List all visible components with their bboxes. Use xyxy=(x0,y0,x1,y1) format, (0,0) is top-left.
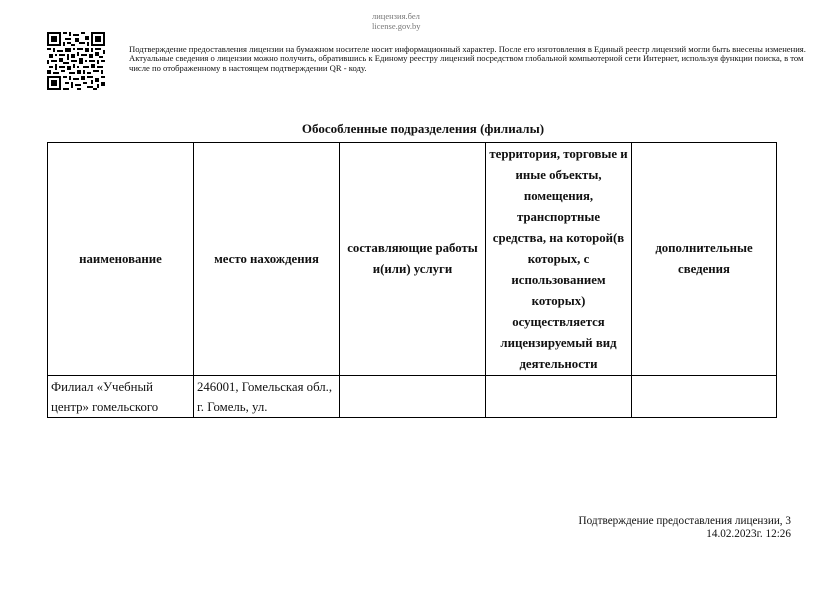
site-domain-latin: license.gov.by xyxy=(372,21,421,31)
page-footer xyxy=(579,515,791,541)
table-header-row xyxy=(48,143,777,376)
column-header-additional-info: дополнительные сведения xyxy=(632,143,777,376)
license-notice xyxy=(129,45,821,73)
cell-name: Филиал «Учебный центр» гомельского xyxy=(48,376,194,418)
site-domain-cyrillic: лицензия.бел xyxy=(372,11,420,21)
column-header-name: наименование xyxy=(48,143,194,376)
table-row xyxy=(48,376,777,418)
cell-additional-info xyxy=(632,376,777,418)
column-header-services: составляющие работы и(или) услуги xyxy=(340,143,486,376)
column-header-territory: территория, торговые и иные объекты, помещения, транспортные средства, на которой(в которых, с использованием которых) осуществляется лицензируемый вид деятельности xyxy=(486,143,632,376)
notice-current-info: Актуальные сведения о лицензии можно получить, обратившись к Единому реестру лицензий посредством глобальной компьютерной сети Интернет, используя функции поиска, в том числе по отображенному в настоящем подтверждении QR - коду. xyxy=(129,53,804,73)
cell-territory xyxy=(486,376,632,418)
notice-paper-info: Подтверждение предоставления лицензии на бумажном носителе носит информационный характер. После его изготовления в Единый реестр лицензий могли быть внесены изменения. xyxy=(129,44,806,54)
cell-services xyxy=(340,376,486,418)
footer-timestamp: 14.02.2023г. 12:26 xyxy=(706,528,791,540)
cell-location: 246001, Гомельская обл., г. Гомель, ул. xyxy=(194,376,340,418)
section-title: Обособленные подразделения (филиалы) xyxy=(301,121,545,136)
column-header-location: место нахождения xyxy=(194,143,340,376)
qr-code-icon xyxy=(47,32,105,90)
branches-table xyxy=(47,142,777,418)
footer-page-label: Подтверждение предоставления лицензии, 3 xyxy=(578,515,791,527)
site-domain xyxy=(372,11,421,31)
